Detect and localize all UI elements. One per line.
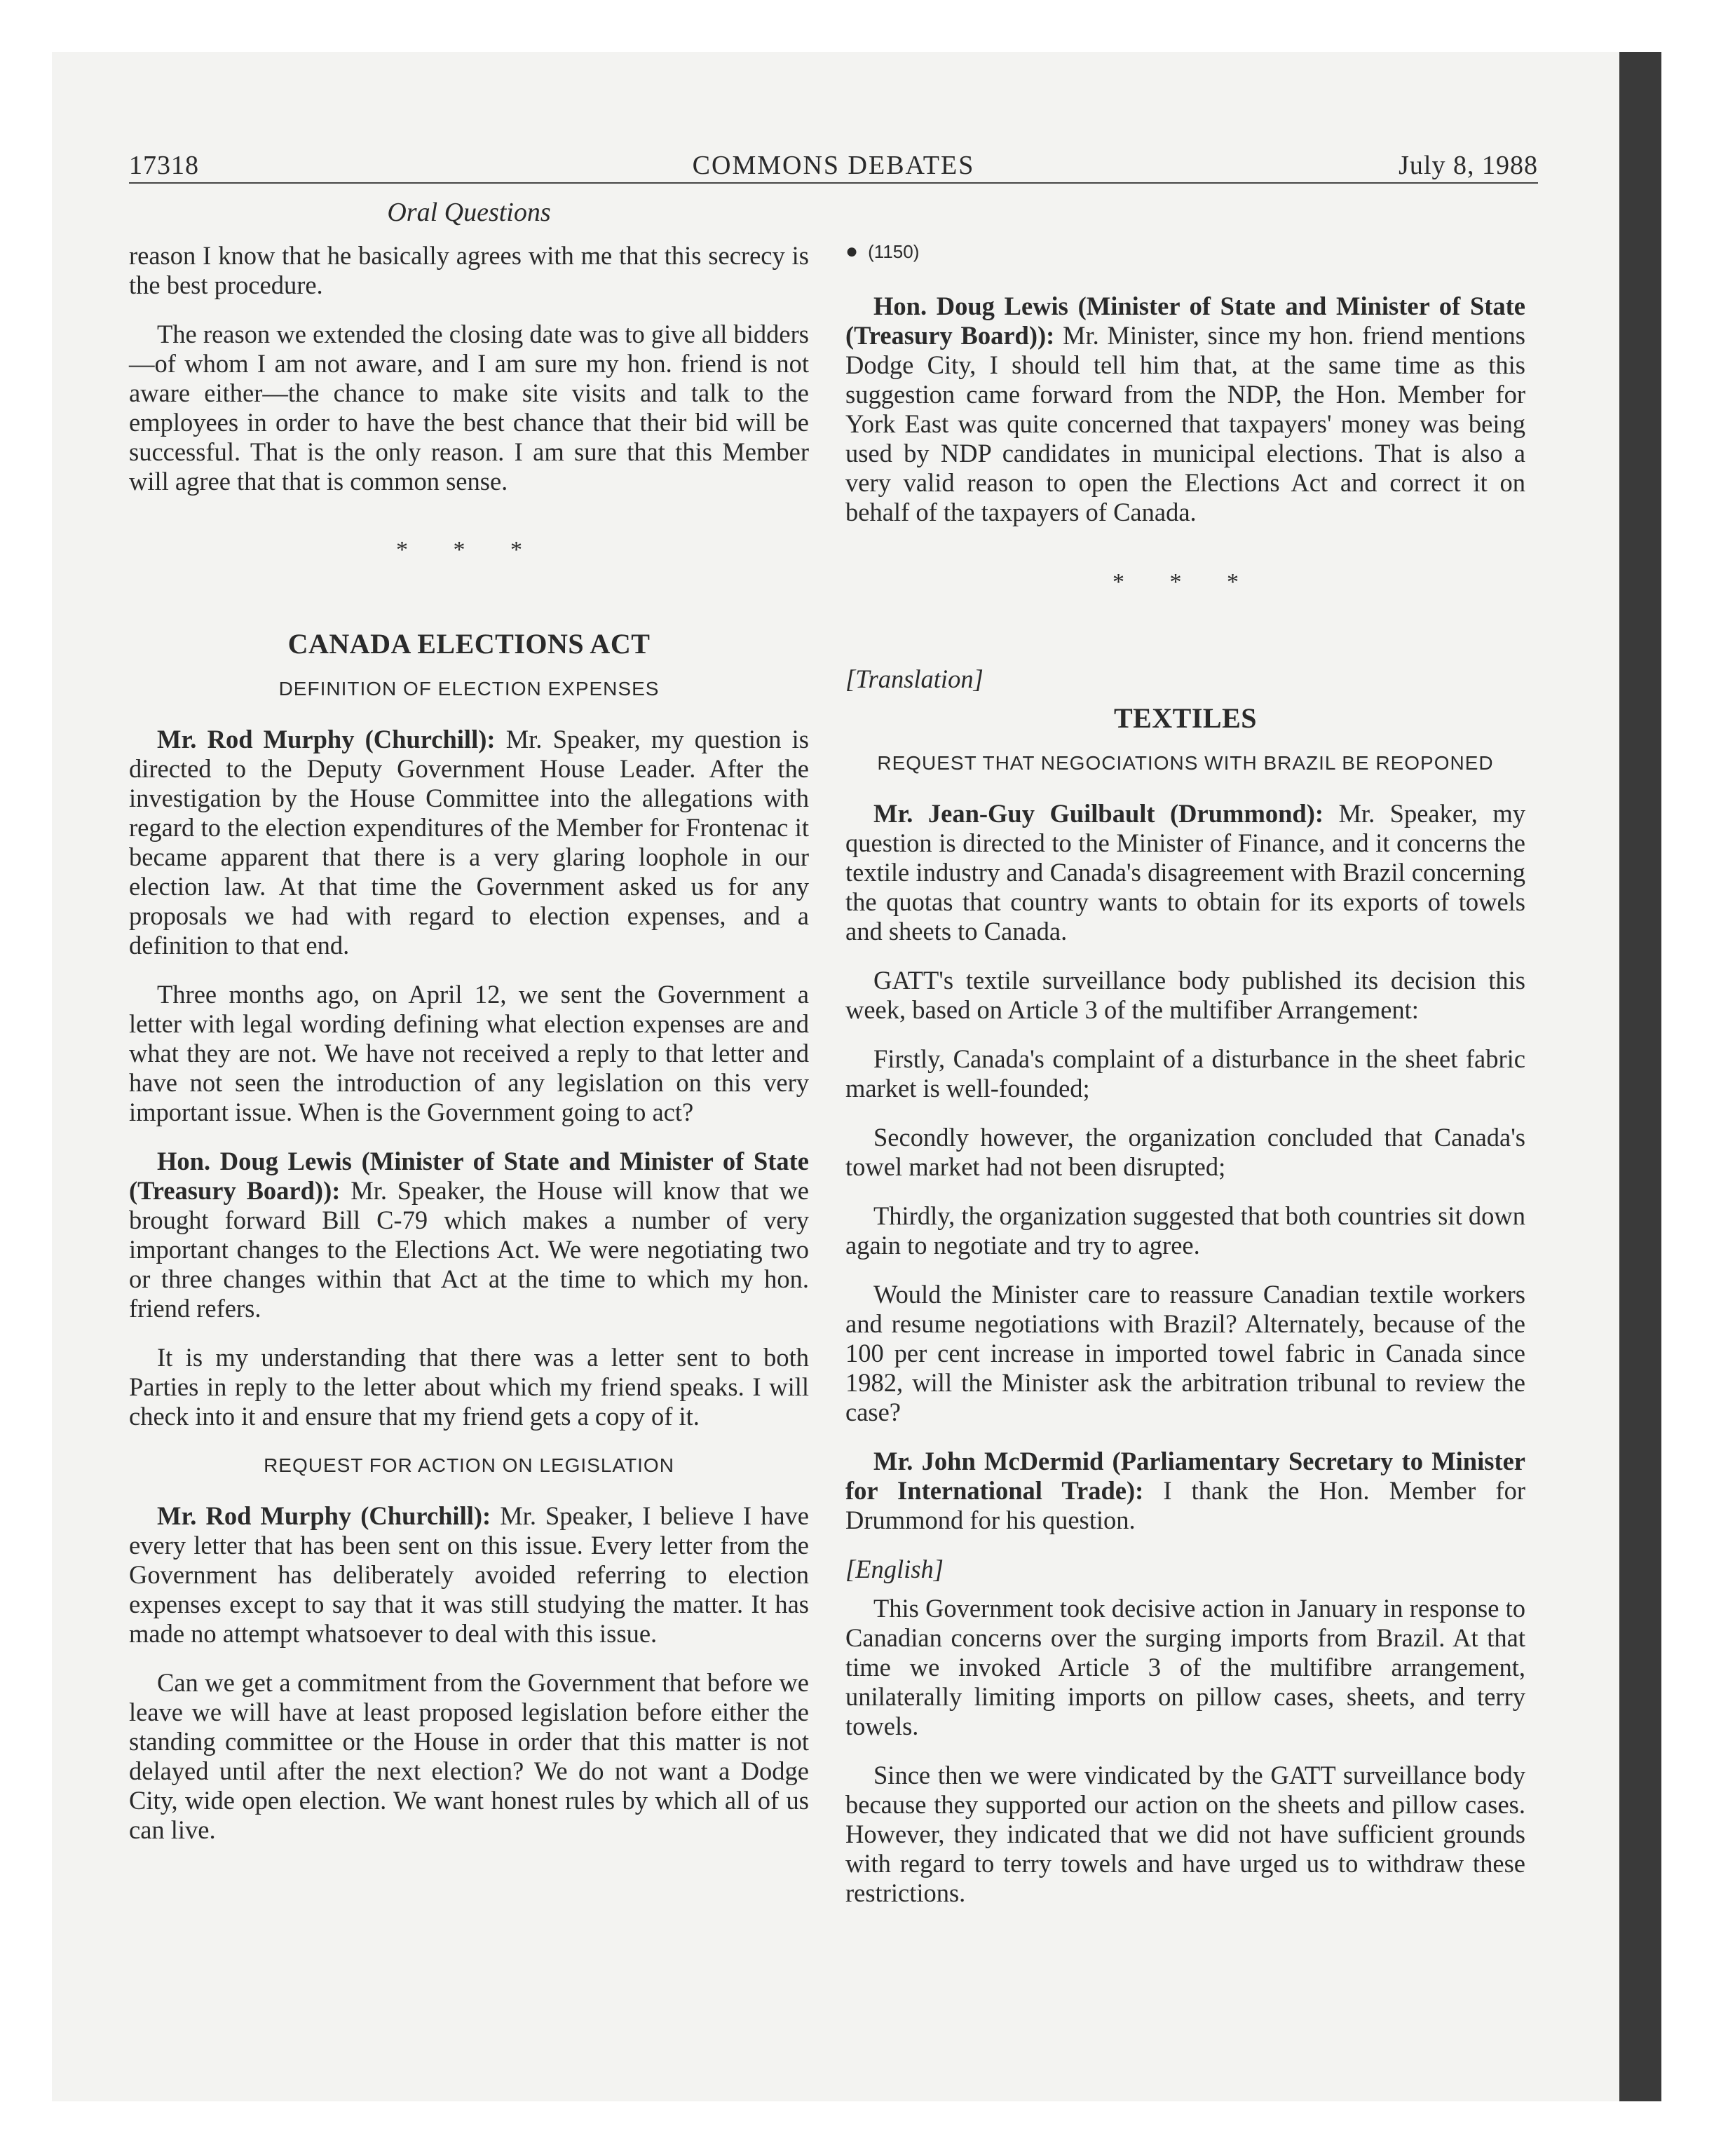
scan-edge-shadow — [1619, 52, 1661, 2101]
publication-title: COMMONS DEBATES — [692, 151, 975, 180]
speech-text: Mr. Speaker, my question is directed to the Deputy Government House Leader. After the investigation by the House Committee into the allegations with regard to the election expenditures of the Member for Frontenac it became apparent that there is a very glaring loophole in our election law. At that time the Government asked us for any proposals we had with regard to election expenses, and a definition to that end. — [129, 725, 809, 960]
paragraph: Thirdly, the organization suggested that both countries sit down again to negotiate and try to agree. — [845, 1201, 1525, 1260]
bullet-icon: ● — [845, 240, 859, 263]
right-column — [845, 237, 1525, 1928]
subheading: REQUEST THAT NEGOCIATIONS WITH BRAZIL BE REOPONED — [877, 752, 1494, 774]
paragraph: Can we get a commitment from the Government that before we leave we will have at least proposed legislation before either the standing committee or the House in order that this matter is not delayed until after the next election? We do not want a Dodge City, wide open election. We want honest rules by which all of us can live. — [129, 1668, 809, 1844]
speech-text: Mr. Speaker, my question is directed to the Minister of Finance, and it concerns the textile industry and Canada's disagreement with Brazil concerning the quotas that country wants to obtain for its exports of towels and sheets to Canada. — [845, 799, 1525, 946]
section-separator: * * * — [396, 537, 542, 563]
paragraph: It is my understanding that there was a letter sent to both Parties in reply to the letter about which my friend speaks. I will check into it and ensure that my friend gets a copy of it. — [129, 1343, 809, 1431]
speech-text: Mr. Minister, since my hon. friend mentions Dodge City, I should tell him that, at the same time as this suggestion came forward from the NDP, the Hon. Member for York East was quite concerned that taxpayers' money was being used by NDP candidates in municipal elections. That is also a very valid reason to open the Elections Act and correct it on behalf of the taxpayers of Canada. — [845, 321, 1526, 526]
speech-paragraph — [129, 725, 809, 960]
section-separator: * * * — [1113, 569, 1258, 595]
left-column — [129, 198, 809, 1864]
time-marker — [845, 237, 1525, 266]
subheading: DEFINITION OF ELECTION EXPENSES — [278, 678, 660, 700]
speech-paragraph — [129, 1501, 809, 1649]
page-header — [129, 140, 1538, 184]
paragraph: Since then we were vindicated by the GATT surveillance body because they supported our action on the sheets and pillow cases. However, they indicated that we did not have sufficient grounds with regard to terry towels and have urged us to withdraw these restrictions. — [845, 1761, 1525, 1907]
subheading: REQUEST FOR ACTION ON LEGISLATION — [264, 1454, 674, 1476]
speech-text: Mr. Speaker, the House will know that we brought forward Bill C-79 which makes a number of very important changes to the Elections Act. We were negotiating two or three changes within that Act at the time to which my hon. friend refers. — [129, 1176, 810, 1323]
speech-paragraph — [129, 1147, 809, 1323]
speaker-name: Mr. Rod Murphy (Churchill): — [157, 1501, 491, 1530]
paragraph: Three months ago, on April 12, we sent the Government a letter with legal wording defining what election expenses are and what they are not. We have not received a reply to that letter and have not seen the introduction of any legislation on this very important issue. When is the Government going to act? — [129, 980, 809, 1126]
paragraph: Would the Minister care to reassure Canadian textile workers and resume negotiations with Brazil? Alternately, because of the 100 per cent increase in imported towel fabric in Canada since 1982, will the Minister ask the arbitration tribunal to review the case? — [845, 1280, 1525, 1426]
time-marker-text: (1150) — [868, 241, 920, 262]
paragraph: This Government took decisive action in January in response to Canadian concerns over the surging imports from Brazil. At that time we invoked Article 3 of the multifibre arrangement, unilaterally limiting imports on pillow cases, sheets, and terry towels. — [845, 1594, 1525, 1740]
section-heading: CANADA ELECTIONS ACT — [287, 628, 651, 660]
language-tag: [Translation] — [845, 664, 984, 693]
language-tag: [English] — [845, 1555, 944, 1583]
speaker-name: Hon. Doug Lewis (Minister of State and Minister of State (Treasury Board)): — [845, 292, 1525, 350]
speech-text: I thank the Hon. Member for Drummond for his question. — [845, 1476, 1525, 1534]
speech-paragraph — [845, 292, 1525, 527]
speech-text: Mr. Speaker, I believe I have every letter that has been sent on this issue. Every letter from the Government has deliberately avoided referring to election expenses except to say that it was still studying the matter. It has made no attempt whatsoever to deal with this issue. — [129, 1501, 809, 1648]
paragraph: GATT's textile surveillance body published its decision this week, based on Article 3 of the multifiber Arrangement: — [845, 966, 1525, 1024]
speech-paragraph — [845, 1447, 1525, 1535]
publication-date: July 8, 1988 — [1399, 151, 1538, 180]
speaker-name: Mr. Rod Murphy (Churchill): — [157, 725, 496, 753]
speaker-name: Hon. Doug Lewis (Minister of State and Minister of State (Treasury Board)): — [129, 1147, 809, 1205]
paragraph: The reason we extended the closing date was to give all bidders—of whom I am not aware, and I am sure my hon. friend is not aware either—the chance to make site visits and talk to the employees in order to have the best chance that their bid will be successful. That is the only reason. I am sure that this Member will agree that that is common sense. — [129, 320, 809, 496]
speaker-name: Mr. John McDermid (Parliamentary Secretary to Minister for International Trade): — [845, 1447, 1525, 1505]
section-heading: TEXTILES — [1113, 702, 1258, 734]
paragraph: Firstly, Canada's complaint of a disturbance in the sheet fabric market is well-founded; — [845, 1044, 1525, 1103]
speech-paragraph — [845, 799, 1525, 946]
section-runner: Oral Questions — [387, 198, 551, 227]
page-number: 17318 — [129, 151, 199, 180]
paragraph: Secondly however, the organization concluded that Canada's towel market had not been disrupted; — [845, 1123, 1525, 1181]
paragraph: reason I know that he basically agrees with me that this secrecy is the best procedure. — [129, 241, 809, 299]
speaker-name: Mr. Jean-Guy Guilbault (Drummond): — [873, 799, 1324, 828]
